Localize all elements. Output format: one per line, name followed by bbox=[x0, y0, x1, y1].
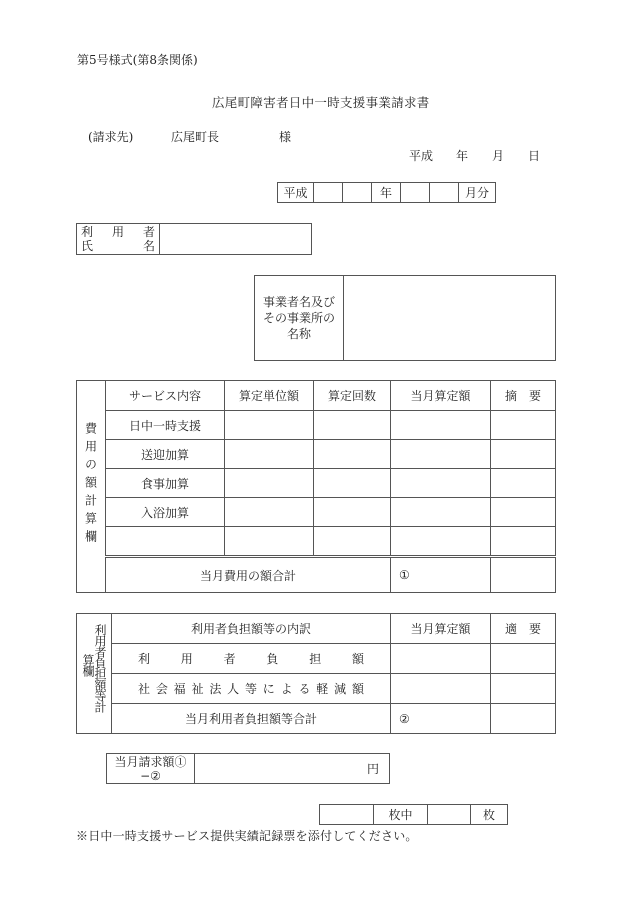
label-char: 用 bbox=[180, 652, 193, 666]
label-char: に bbox=[262, 682, 275, 696]
amount-cell[interactable] bbox=[391, 644, 491, 674]
unit-amount-cell[interactable] bbox=[225, 469, 314, 498]
claim-label-line: −② bbox=[140, 768, 161, 783]
total-pages-field[interactable] bbox=[428, 805, 471, 825]
label-char: 減 bbox=[334, 682, 347, 696]
date-day-label: 日 bbox=[528, 149, 541, 163]
provider-label-line: 事業者名及び bbox=[262, 295, 335, 309]
table-row bbox=[77, 411, 556, 440]
header-count: 算定回数 bbox=[314, 381, 391, 411]
provider-label-line: 名称 bbox=[286, 327, 311, 341]
page-count-box bbox=[319, 804, 508, 825]
cost-calculation-table bbox=[76, 380, 556, 593]
date-month-label: 月 bbox=[492, 149, 505, 163]
service-name: 日中一時支援 bbox=[106, 411, 225, 440]
table-row bbox=[77, 440, 556, 469]
user-burden-table bbox=[76, 613, 556, 734]
label-char: よ bbox=[280, 682, 293, 696]
label-char: 用 bbox=[111, 225, 124, 239]
note-cell[interactable] bbox=[491, 674, 556, 704]
document-title: 広尾町障害者日中一時支援事業請求書 bbox=[212, 95, 430, 110]
period-month-label: 月分 bbox=[459, 183, 496, 203]
label-char: 社 bbox=[138, 682, 151, 696]
provider-label-line: その事業所の bbox=[262, 311, 335, 325]
table-row bbox=[77, 644, 556, 674]
note-cell[interactable] bbox=[491, 440, 556, 469]
count-cell[interactable] bbox=[314, 498, 391, 527]
label-char: 等 bbox=[244, 682, 257, 696]
label-char: 利 bbox=[138, 652, 151, 666]
amount-cell[interactable] bbox=[391, 411, 491, 440]
note-cell[interactable] bbox=[491, 644, 556, 674]
label-char: 利 bbox=[81, 225, 94, 239]
period-year-digit-2[interactable] bbox=[343, 183, 372, 203]
yen-unit: 円 bbox=[366, 762, 379, 776]
label-char: る bbox=[298, 682, 311, 696]
amount-cell[interactable] bbox=[391, 498, 491, 527]
date-year-label: 年 bbox=[456, 149, 469, 163]
addressee-name: 広尾町長 bbox=[171, 130, 220, 144]
header-monthly-amount: 当月算定額 bbox=[391, 614, 491, 644]
amount-cell[interactable] bbox=[391, 674, 491, 704]
header-unit-amount: 算定単位額 bbox=[225, 381, 314, 411]
provider-name-field[interactable] bbox=[344, 276, 556, 361]
header-breakdown: 利用者負担額等の内訳 bbox=[112, 614, 391, 644]
page-number-field[interactable] bbox=[320, 805, 374, 825]
label-char: 名 bbox=[142, 239, 155, 253]
label-char: 者 bbox=[223, 652, 236, 666]
label-char: 額 bbox=[351, 682, 364, 696]
header-remarks: 適 要 bbox=[491, 614, 556, 644]
label-char: 会 bbox=[155, 682, 168, 696]
note-cell[interactable] bbox=[491, 411, 556, 440]
count-cell[interactable] bbox=[314, 411, 391, 440]
service-name[interactable] bbox=[106, 527, 225, 557]
side-label-text: 費用の額計算欄 bbox=[83, 422, 98, 548]
label-char: 負 bbox=[266, 652, 279, 666]
cost-table-side-label bbox=[77, 381, 106, 593]
table-row bbox=[77, 674, 556, 704]
label-char: 額 bbox=[351, 652, 364, 666]
provider-label bbox=[255, 276, 344, 361]
footnote: ※日中一時支援サービス提供実績記録票を添付してください。 bbox=[76, 829, 418, 843]
unit-amount-cell[interactable] bbox=[225, 527, 314, 557]
burden-total-label: 当月利用者負担額等合計 bbox=[112, 704, 391, 734]
label-char: 担 bbox=[309, 652, 322, 666]
period-month-digit-1[interactable] bbox=[401, 183, 430, 203]
date-era: 平成 bbox=[409, 149, 434, 163]
burden-table-side-label bbox=[77, 614, 112, 734]
label-char: 福 bbox=[173, 682, 186, 696]
addressee-honorific: 様 bbox=[279, 130, 292, 144]
side-label-col2: 算欄 bbox=[81, 654, 95, 676]
label-char: 氏 bbox=[81, 239, 94, 253]
count-cell[interactable] bbox=[314, 469, 391, 498]
cost-total-amount[interactable]: ① bbox=[391, 557, 491, 593]
label-char: 者 bbox=[142, 225, 155, 239]
table-row bbox=[77, 498, 556, 527]
claim-amount-field[interactable] bbox=[195, 754, 390, 784]
page-of-label: 枚中 bbox=[374, 805, 428, 825]
label-char: 法 bbox=[209, 682, 222, 696]
note-cell[interactable] bbox=[491, 498, 556, 527]
burden-total-amount[interactable]: ② bbox=[391, 704, 491, 734]
claim-amount-label bbox=[107, 754, 195, 784]
header-note: 摘 要 bbox=[491, 381, 556, 411]
label-char: 祉 bbox=[191, 682, 204, 696]
form-number: 第5号様式(第8条関係) bbox=[77, 53, 198, 67]
burden-total-note[interactable] bbox=[491, 704, 556, 734]
user-name-field[interactable] bbox=[160, 224, 312, 255]
page-unit-label: 枚 bbox=[471, 805, 508, 825]
service-name: 送迎加算 bbox=[106, 440, 225, 469]
cost-total-note[interactable] bbox=[491, 557, 556, 593]
label-char: 人 bbox=[227, 682, 240, 696]
user-name-box bbox=[76, 223, 312, 255]
user-name-label bbox=[77, 224, 160, 255]
period-year-label: 年 bbox=[372, 183, 401, 203]
period-era: 平成 bbox=[278, 183, 314, 203]
cost-total-label: 当月費用の額合計 bbox=[106, 557, 391, 593]
amount-cell[interactable] bbox=[391, 440, 491, 469]
count-cell[interactable] bbox=[314, 527, 391, 557]
note-cell[interactable] bbox=[491, 527, 556, 557]
service-name: 入浴加算 bbox=[106, 498, 225, 527]
note-cell[interactable] bbox=[491, 469, 556, 498]
count-cell[interactable] bbox=[314, 440, 391, 469]
header-service: サービス内容 bbox=[106, 381, 225, 411]
table-row bbox=[77, 469, 556, 498]
header-monthly-amount: 当月算定額 bbox=[391, 381, 491, 411]
billing-period-box bbox=[277, 182, 496, 203]
cost-total-row bbox=[77, 557, 556, 593]
addressee-prefix: (請求先) bbox=[88, 130, 134, 144]
amount-cell[interactable] bbox=[391, 527, 491, 557]
unit-amount-cell[interactable] bbox=[225, 498, 314, 527]
side-label-col1: 利用者負担額等計 bbox=[93, 624, 107, 712]
reduction-label bbox=[112, 674, 391, 704]
label-char: 軽 bbox=[316, 682, 329, 696]
unit-amount-cell[interactable] bbox=[225, 440, 314, 469]
unit-amount-cell[interactable] bbox=[225, 411, 314, 440]
claim-label-line: 当月請求額① bbox=[114, 754, 187, 769]
service-name: 食事加算 bbox=[106, 469, 225, 498]
provider-box bbox=[254, 275, 556, 361]
table-row bbox=[77, 527, 556, 557]
period-month-digit-2[interactable] bbox=[430, 183, 459, 203]
period-year-digit-1[interactable] bbox=[314, 183, 343, 203]
claim-amount-box bbox=[106, 753, 390, 784]
user-burden-label bbox=[112, 644, 391, 674]
burden-total-row bbox=[77, 704, 556, 734]
amount-cell[interactable] bbox=[391, 469, 491, 498]
